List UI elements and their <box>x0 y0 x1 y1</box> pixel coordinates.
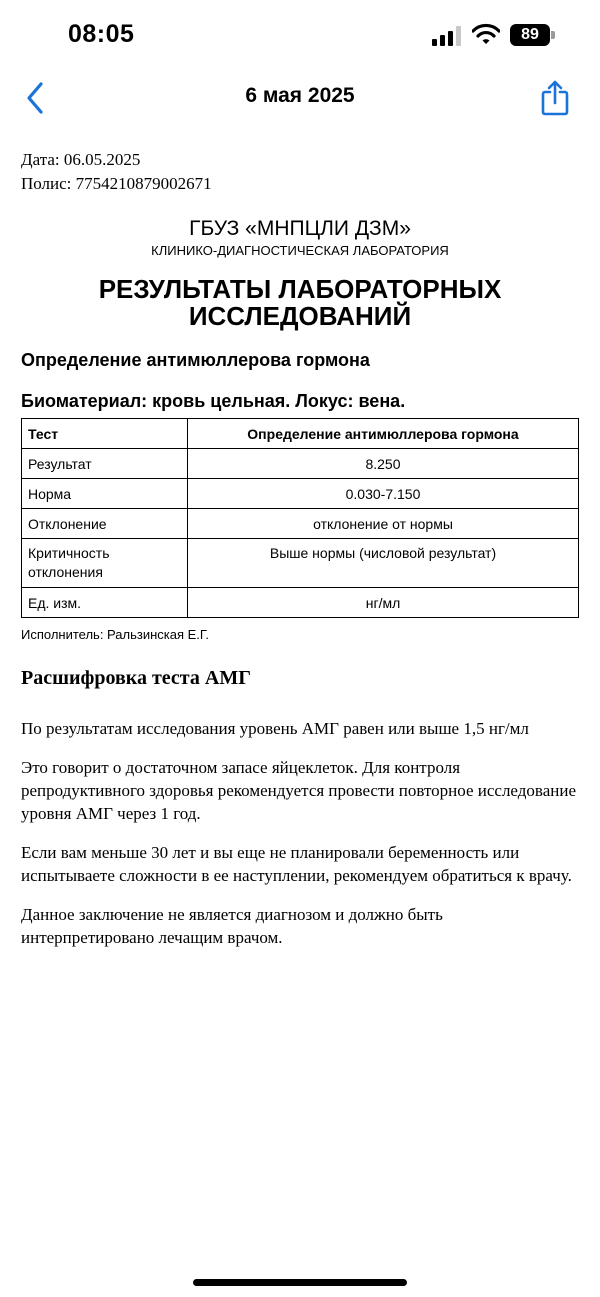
status-time: 08:05 <box>68 20 135 48</box>
battery-indicator <box>510 24 556 46</box>
row-label: Результат <box>22 449 188 479</box>
executor-name: Исполнитель: Ральзинская Е.Г. <box>21 627 209 642</box>
row-value: Выше нормы (числовой результат) <box>188 539 579 588</box>
report-title-line-1: РЕЗУЛЬТАТЫ ЛАБОРАТОРНЫХ <box>98 274 502 304</box>
table-row <box>22 509 579 539</box>
navigation-bar <box>0 70 600 126</box>
row-value: 8.250 <box>188 449 579 479</box>
test-name: Определение антимюллерова гормона <box>21 350 370 370</box>
results-table <box>21 418 579 618</box>
table-row <box>22 588 579 618</box>
cellular-signal-icon <box>432 26 462 46</box>
table-row <box>22 449 579 479</box>
table-header-row <box>22 419 579 449</box>
page-title: 6 мая 2025 <box>245 84 355 107</box>
organization-subtitle: КЛИНИКО-ДИАГНОСТИЧЕСКАЯ ЛАБОРАТОРИЯ <box>151 243 449 258</box>
row-label: Ед. изм. <box>22 588 188 618</box>
table-row <box>22 479 579 509</box>
interpretation-paragraph: По результатам исследования уровень АМГ равен или выше 1,5 нг/мл <box>21 719 529 738</box>
table-row <box>22 539 579 588</box>
battery-level: 89 <box>510 24 550 46</box>
row-value: нг/мл <box>188 588 579 618</box>
report-title <box>21 276 579 330</box>
biomaterial-info: Биоматериал: кровь цельная. Локус: вена. <box>21 391 406 411</box>
share-button[interactable] <box>538 78 572 118</box>
interpretation-title: Расшифровка теста АМГ <box>21 667 251 689</box>
row-value: 0.030-7.150 <box>188 479 579 509</box>
report-title-line-2: ИССЛЕДОВАНИЙ <box>188 301 412 331</box>
interpretation-paragraph: Если вам меньше 30 лет и вы еще не планировали беременность или испытываете сложности в ее наступлении, рекомендуем обратиться к врачу. <box>21 843 572 885</box>
interpretation-paragraph: Это говорит о достаточном запасе яйцеклеток. Для контроля репродуктивного здоровья рекомендуется провести повторное исследование уровня АМГ через 1 год. <box>21 758 576 823</box>
battery-tip <box>551 31 555 39</box>
row-label: Отклонение <box>22 509 188 539</box>
lab-report-document <box>21 148 579 949</box>
home-indicator[interactable] <box>193 1279 407 1286</box>
status-bar <box>0 0 600 70</box>
row-label: Критичность отклонения <box>22 539 188 588</box>
row-value: отклонение от нормы <box>188 509 579 539</box>
table-header-value: Определение антимюллерова гормона <box>188 419 579 449</box>
interpretation-paragraph: Данное заключение не является диагнозом и должно быть интерпретировано лечащим врачом. <box>21 905 443 947</box>
wifi-icon <box>472 23 500 45</box>
table-header-label: Тест <box>22 419 188 449</box>
report-date: Дата: 06.05.2025 <box>21 150 141 169</box>
organization-name: ГБУЗ «МНПЦЛИ ДЗМ» <box>189 217 411 240</box>
insurance-policy: Полис: 7754210879002671 <box>21 174 212 193</box>
row-label: Норма <box>22 479 188 509</box>
